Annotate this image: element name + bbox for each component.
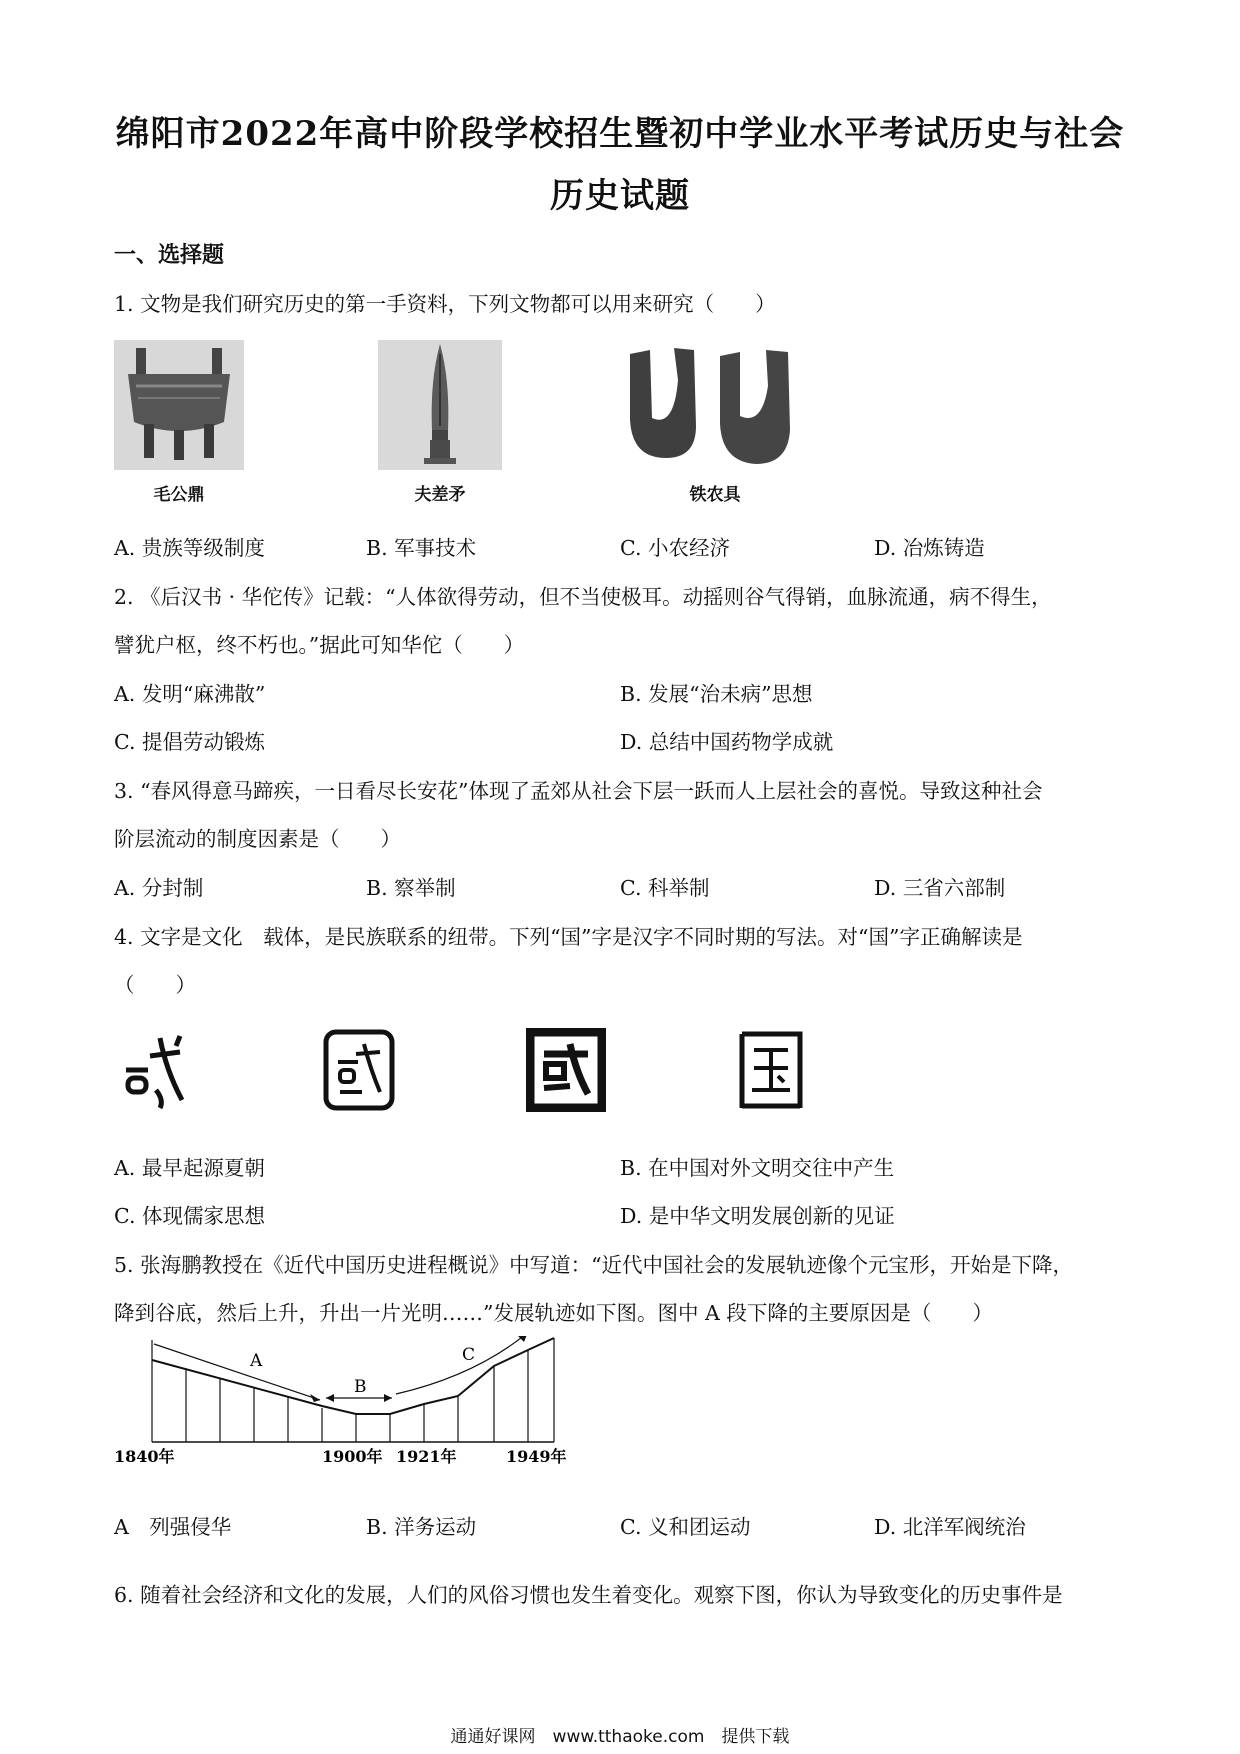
question-2-stem-line1: 2. 《后汉书 · 华佗传》记载：“人体欲得劳动，但不当使极耳。动摇则谷气得销，血脉流通，病不得生，: [114, 585, 1052, 609]
question-2-stem-line2: 譬犹户枢，终不朽也。”据此可知华佗（ ）: [114, 633, 525, 657]
q3-option-c: C. 科举制: [620, 876, 710, 900]
guo-character-simplified-image: [736, 1028, 806, 1116]
caption-fuchai-spear: 夫差矛: [414, 485, 466, 505]
maogong-ding-image: [114, 340, 244, 474]
q2-option-d: D. 总结中国药物学成就: [620, 730, 834, 754]
caption-maogong-ding: 毛公鼎: [153, 485, 205, 505]
x-label-1900: 1900年: [322, 1447, 383, 1466]
question-6-stem-line1: 6. 随着社会经济和文化的发展，人们的风俗习惯也发生着变化。观察下图，你认为导致变化的历史事件是: [114, 1583, 1063, 1607]
q1-option-a: A. 贵族等级制度: [114, 536, 265, 560]
development-trajectory-diagram: [114, 1336, 574, 1470]
question-1-stem: 1. 文物是我们研究历史的第一手资料，下列文物都可以用来研究（ ）: [114, 292, 776, 316]
segment-label-a: A: [250, 1351, 263, 1371]
question-4-stem-line2: （ ）: [114, 973, 196, 997]
fuchai-spear-image: [378, 340, 502, 474]
q1-option-c: C. 小农经济: [620, 536, 730, 560]
x-label-1921: 1921年: [396, 1447, 457, 1466]
question-5-stem-line1: 5. 张海鹏教授在《近代中国历史进程概说》中写道：“近代中国社会的发展轨迹像个元宝形，开始是下降，: [114, 1253, 1074, 1277]
question-3-stem-line2: 阶层流动的制度因素是（ ）: [114, 827, 401, 851]
q5-option-c: C. 义和团运动: [620, 1515, 751, 1539]
x-label-1949: 1949年: [506, 1447, 567, 1466]
q2-option-a: A. 发明“麻沸散”: [114, 682, 266, 706]
caption-iron-farm-tools: 铁农具: [689, 485, 741, 505]
exam-title: 绵阳市2022年高中阶段学校招生暨初中学业水平考试历史与社会: [115, 114, 1125, 154]
q4-option-b: B. 在中国对外文明交往中产生: [620, 1156, 895, 1180]
page-footer: 通通好课网 www.tthaoke.com 提供下载: [450, 1727, 790, 1747]
iron-farm-tools-image: [622, 340, 808, 474]
q2-option-c: C. 提倡劳动锻炼: [114, 730, 265, 754]
q3-option-d: D. 三省六部制: [874, 876, 1006, 900]
question-4-stem-line1: 4. 文字是文化 载体，是民族联系的纽带。下列“国”字是汉字不同时期的写法。对“国”字正确解读是: [114, 925, 1023, 949]
guo-character-traditional-image: [526, 1028, 606, 1116]
q3-option-a: A. 分封制: [114, 876, 204, 900]
q1-option-b: B. 军事技术: [366, 536, 477, 560]
question-3-stem-line1: 3. “春风得意马蹄疾，一日看尽长安花”体现了孟郊从社会下层一跃而人上层社会的喜悦。导致这种社会: [114, 779, 1043, 803]
question-5-stem-line2: 降到谷底，然后上升，升出一片光明……”发展轨迹如下图。图中 A 段下降的主要原因是（ ）: [114, 1301, 993, 1325]
guo-character-oracle-image: [120, 1030, 190, 1114]
q5-option-b: B. 洋务运动: [366, 1515, 477, 1539]
q5-option-d: D. 北洋军阀统治: [874, 1515, 1026, 1539]
q3-option-b: B. 察举制: [366, 876, 456, 900]
q4-option-c: C. 体现儒家思想: [114, 1204, 265, 1228]
q5-option-a: A 列强侵华: [114, 1515, 232, 1539]
exam-subtitle: 历史试题: [550, 176, 690, 216]
q2-option-b: B. 发展“治未病”思想: [620, 682, 813, 706]
x-label-1840: 1840年: [114, 1447, 175, 1466]
segment-label-c: C: [462, 1345, 476, 1365]
guo-character-bronze-image: [322, 1028, 396, 1116]
q4-option-a: A. 最早起源夏朝: [114, 1156, 265, 1180]
segment-label-b: B: [354, 1377, 367, 1397]
section-heading: 一、选择题: [114, 242, 225, 268]
q4-option-d: D. 是中华文明发展创新的见证: [620, 1204, 895, 1228]
q1-option-d: D. 冶炼铸造: [874, 536, 985, 560]
